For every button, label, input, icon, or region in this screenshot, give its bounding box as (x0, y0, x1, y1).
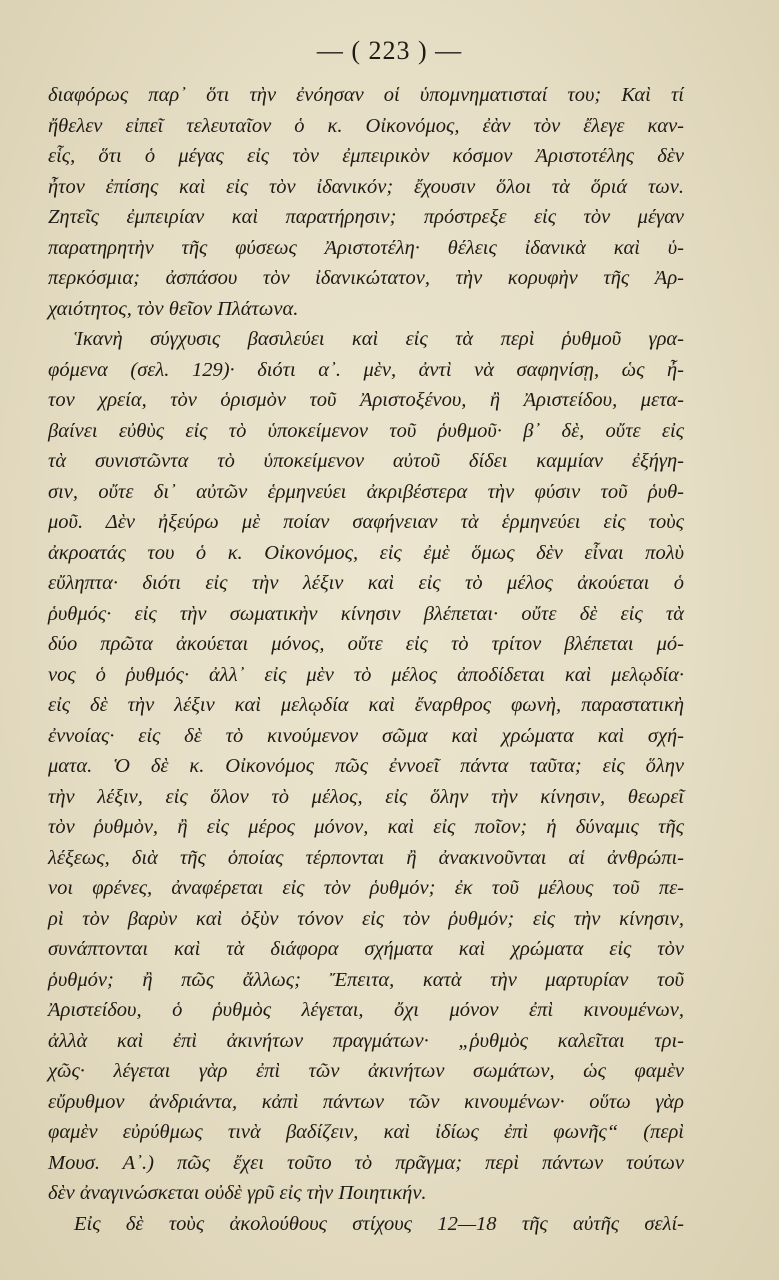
text-line: εὔληπτα· διότι εἰς τὴν λέξιν καὶ εἰς τὸ μέλος ἀκούεται ὁ (48, 572, 684, 594)
text-line: διαφόρως παρ᾽ ὅτι τὴν ἐνόησαν οἱ ὑπομνηματισταί του; Καὶ τί (48, 84, 684, 106)
paragraph (48, 1209, 684, 1240)
text-line: δύο πρῶτα ἀκούεται μόνος, οὔτε εἰς τὸ τρίτον βλέπεται μό- (48, 633, 684, 655)
text-line: συνάπτονται καὶ τὰ διάφορα σχήματα καὶ χρώματα εἰς τὸν (48, 938, 684, 960)
text-line: Ἀριστείδου, ὁ ῥυθμὸς λέγεται, ὄχι μόνον ἐπὶ κινουμένων, (48, 999, 684, 1021)
text-line: τὰ συνιστῶντα τὸ ὑποκείμενον αὐτοῦ δίδει καμμίαν ἐξήγη- (48, 450, 684, 472)
page-number: — ( 223 ) — (316, 36, 463, 65)
text-line: Ζητεῖς ἐμπειρίαν καὶ παρατήρησιν; πρόστρεξε εἰς τὸν μέγαν (48, 206, 684, 228)
text-line: Ἱκανὴ σύγχυσις βασιλεύει καὶ εἰς τὰ περὶ ῥυθμοῦ γρα- (74, 328, 684, 350)
text-line: νος ὁ ῥυθμός· ἀλλ᾽ εἰς μὲν τὸ μέλος ἀποδίδεται καὶ μελῳδία· (48, 663, 684, 686)
text-line: ἦτον ἐπίσης καὶ εἰς τὸν ἰδανικόν; ἔχουσιν ὅλοι τὰ ὅριά των. (48, 175, 684, 198)
text-line: εἰς δὲ τὴν λέξιν καὶ μελῳδία καὶ ἔναρθρος φωνὴ, παραστατικὴ (48, 694, 684, 716)
text-line: χαιότητος, τὸν θεῖον Πλάτωνα. (48, 297, 299, 320)
paragraph (48, 80, 684, 324)
text-line: ἀκροατάς του ὁ κ. Οἰκονόμος, εἰς ἐμὲ ὅμως δὲν εἶναι πολὺ (48, 541, 684, 564)
text-line: παρατηρητὴν τῆς φύσεως Ἀριστοτέλη· θέλεις ἰδανικὰ καὶ ὑ- (48, 236, 684, 259)
text-line: τὴν λέξιν, εἰς ὅλον τὸ μέλος, εἰς ὅλην τὴν κίνησιν, θεωρεῖ (48, 785, 684, 808)
text-line: περκόσμια; ἀσπάσου τὸν ἰδανικώτατον, τὴν κορυφὴν τῆς Ἀρ- (48, 267, 684, 289)
text-line: εἷς, ὅτι ὁ μέγας εἰς τὸν ἐμπειρικὸν κόσμον Ἀριστοτέλης δὲν (48, 145, 684, 167)
text-line: τὸν ῥυθμὸν, ἢ εἰς μέρος μόνον, καὶ εἰς ποῖον; ἡ δύναμις τῆς (48, 816, 684, 838)
text-line: φόμενα (σελ. 129)· διότι α᾽. μὲν, ἀντὶ νὰ σαφηνίσῃ, ὡς ἦ- (48, 358, 684, 381)
text-line: ἤθελεν εἰπεῖ τελευταῖον ὁ κ. Οἰκονόμος, ἐὰν τὸν ἔλεγε καν- (48, 114, 684, 137)
text-line: δὲν ἀναγινώσκεται οὐδὲ γρῦ εἰς τὴν Ποιητικήν. (48, 1182, 427, 1204)
text-line: Μουσ. Α᾽.) πῶς ἔχει τοῦτο τὸ πρᾶγμα; περὶ πάντων τούτων (48, 1151, 684, 1174)
text-line: Εἰς δὲ τοὺς ἀκολούθους στίχους 12—18 τῆς αὐτῆς σελί- (74, 1212, 684, 1235)
text-line: νοι φρένες, ἀναφέρεται εἰς τὸν ῥυθμόν; ἐκ τοῦ μέλους τοῦ πε- (48, 877, 684, 899)
text-line: ρὶ τὸν βαρὺν καὶ ὀξὺν τόνον εἰς τὸν ῥυθμόν; εἰς τὴν κίνησιν, (48, 907, 684, 930)
text-line: λέξεως, διὰ τῆς ὁποίας τέρπονται ἢ ἀνακινοῦνται αἱ ἀνθρώπι- (48, 846, 684, 869)
text-line: φαμὲν εὐρύθμως τινὰ βαδίζειν, καὶ ἰδίως ἐπὶ φωνῆς“ (περὶ (48, 1121, 684, 1143)
text-line: σιν, οὔτε δι᾽ αὐτῶν ἑρμηνεύει ἀκριβέστερα τὴν φύσιν τοῦ ῥυθ- (48, 480, 684, 503)
text-line: εὔρυθμον ἀνδριάντα, κἀπὶ πάντων τῶν κινουμένων· οὕτω γὰρ (48, 1090, 684, 1113)
paragraph (48, 324, 684, 1209)
text-line: ἀλλὰ καὶ ἐπὶ ἀκινήτων πραγμάτων· „ῥυθμὸς καλεῖται τρι- (48, 1029, 684, 1052)
text-line: χῶς· λέγεται γὰρ ἐπὶ τῶν ἀκινήτων σωμάτων, ὡς φαμὲν (48, 1060, 684, 1082)
text-line: ῥυθμός· εἰς τὴν σωματικὴν κίνησιν βλέπεται· οὔτε δὲ εἰς τὰ (48, 602, 684, 625)
text-line: ῥυθμόν; ἢ πῶς ἄλλως; Ἔπειτα, κατὰ τὴν μαρτυρίαν τοῦ (48, 968, 684, 991)
text-line: ματα. Ὁ δὲ κ. Οἰκονόμος πῶς ἐννοεῖ πάντα ταῦτα; εἰς ὅλην (48, 755, 684, 777)
text-line: μοῦ. Δὲν ἠξεύρω μὲ ποίαν σαφήνειαν τὰ ἑρμηνεύει εἰς τοὺς (48, 511, 684, 533)
text-line: τον χρεία, τὸν ὁρισμὸν τοῦ Ἀριστοξένου, ἢ Ἀριστείδου, μετα- (48, 389, 684, 411)
page-body (48, 80, 684, 1239)
text-line: βαίνει εὐθὺς εἰς τὸ ὑποκείμενον τοῦ ῥυθμοῦ· β᾽ δὲ, οὔτε εἰς (48, 419, 684, 442)
text-line: ἐννοίας· εἰς δὲ τὸ κινούμενον σῶμα καὶ χρώματα καὶ σχή- (48, 724, 684, 747)
